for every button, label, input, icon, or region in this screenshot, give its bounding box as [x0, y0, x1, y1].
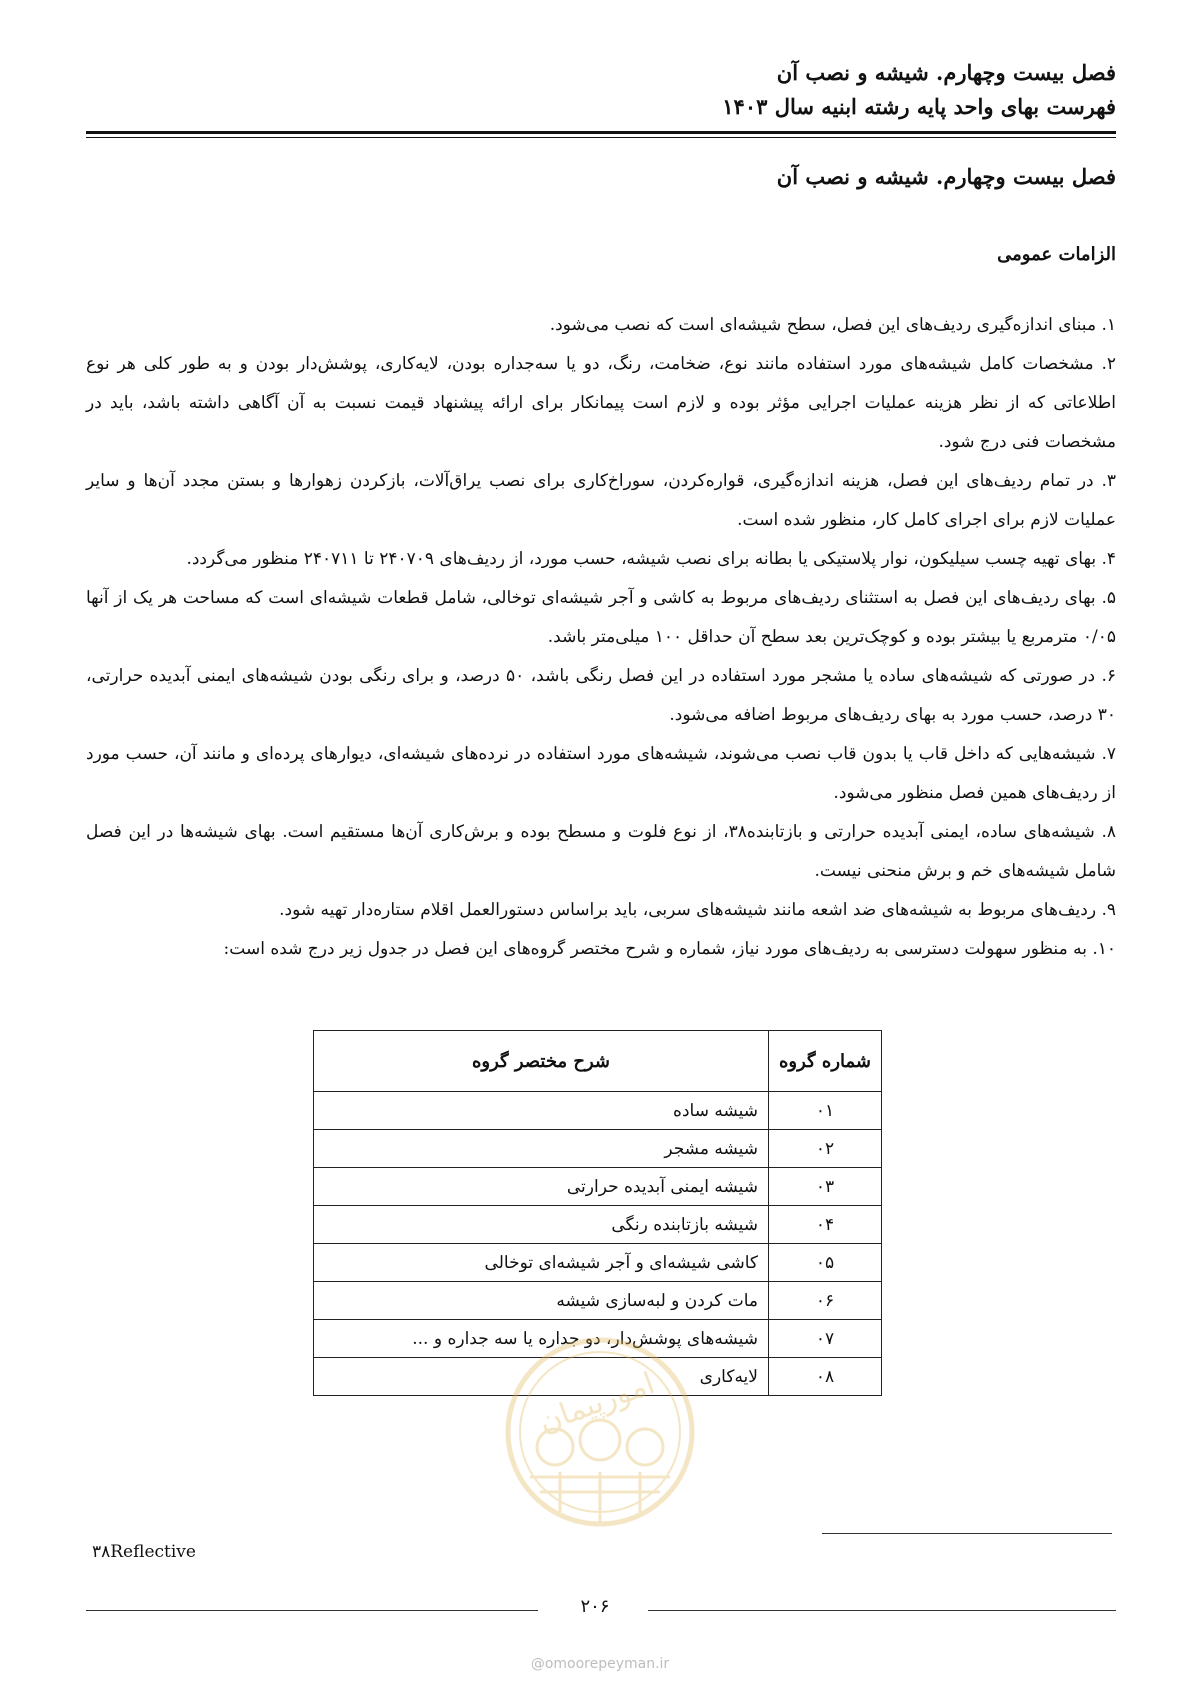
column-header-group-description: شرح مختصر گروه — [314, 1031, 769, 1092]
list-item: ۱. مبنای اندازه‌گیری ردیف‌های این فصل، سطح شیشه‌ای است که نصب می‌شود. — [549, 315, 1116, 335]
list-item: ۲. مشخصات کامل شیشه‌های مورد استفاده مانند نوع، ضخامت، رنگ، دو یا سه‌جداره بودن، لایه‌کاری، پوشش‌دار بودن و به طور کلی هر نوع اطلاعاتی که از نظر هزینه عملیات اجرایی مؤثر بوده و لازم است پیمانکار برای ارائه پیشنهاد قیمت نسبت به آن آگاهی داشته باشد، باید در مشخصات فنی درج شود. — [86, 354, 1116, 452]
group-description-cell: شیشه مشجر — [314, 1130, 769, 1168]
footnote: ۳۸Reflective — [92, 1542, 196, 1562]
table-row — [314, 1244, 882, 1282]
list-item: ۱۰. به منظور سهولت دسترسی به ردیف‌های مورد نیاز، شماره و شرح مختصر گروه‌های این فصل در جدول زیر درج شده است: — [223, 939, 1116, 959]
header-rule-thick — [86, 131, 1116, 134]
header-rule-thin — [86, 137, 1116, 138]
footer-rule — [86, 1610, 538, 1611]
group-number-cell: ۰۷ — [769, 1320, 882, 1358]
group-number-cell: ۰۴ — [769, 1206, 882, 1244]
table-row — [314, 1168, 882, 1206]
svg-text:امورپیمان: امورپیمان — [534, 1366, 660, 1441]
requirements-list — [86, 306, 1116, 969]
group-number-cell: ۰۸ — [769, 1358, 882, 1396]
table-row — [314, 1092, 882, 1130]
list-item: ۹. ردیف‌های مربوط به شیشه‌های ضد اشعه مانند شیشه‌های سربی، باید براساس دستورالعمل اقلام ستاره‌دار تهیه شود. — [279, 900, 1116, 920]
column-header-group-number: شماره گروه — [769, 1031, 882, 1092]
watermark-logo — [500, 1322, 700, 1562]
chapter-title: فصل بیست وچهارم. شیشه و نصب آن — [776, 164, 1116, 189]
list-item: ۶. در صورتی که شیشه‌های ساده یا مشجر مورد استفاده در این فصل رنگی باشد، ۵۰ درصد، و برای رنگی بودن شیشه‌های ایمنی آبدیده حرارتی، ۳۰ درصد، حسب مورد به بهای ردیف‌های مربوط اضافه می‌شود. — [86, 666, 1116, 725]
group-description-cell: شیشه ساده — [314, 1092, 769, 1130]
list-item: ۴. بهای تهیه چسب سیلیکون، نوار پلاستیکی یا بطانه برای نصب شیشه، حسب مورد، از ردیف‌های ۲۴۰۷۰۹ تا ۲۴۰۷۱۱ منظور می‌گردد. — [186, 549, 1116, 569]
group-description-cell: کاشی شیشه‌ای و آجر شیشه‌ای توخالی — [314, 1244, 769, 1282]
list-item: ۸. شیشه‌های ساده، ایمنی آبدیده حرارتی و بازتابنده۳۸، از نوع فلوت و مسطح بوده و برش‌کاری آن‌ها مستقیم است. بهای شیشه‌ها در این فصل شامل شیشه‌های خم و برش منحنی نیست. — [86, 822, 1116, 881]
footnote-separator — [822, 1533, 1112, 1534]
list-item: ۷. شیشه‌هایی که داخل قاب یا بدون قاب نصب می‌شوند، شیشه‌های مورد استفاده در نرده‌های شیشه‌ای، دیوارهای پرده‌ای و مانند آن، حسب مورد از ردیف‌های همین فصل منظور می‌شود. — [86, 744, 1116, 803]
list-item: ۳. در تمام ردیف‌های این فصل، هزینه اندازه‌گیری، قواره‌کردن، سوراخ‌کاری برای نصب یراق‌آلات، بازکردن زهوارها و بستن مجدد آن‌ها و سایر عملیات لازم برای اجرای کامل کار، منظور شده است. — [86, 471, 1116, 530]
group-number-cell: ۰۶ — [769, 1282, 882, 1320]
table-row — [314, 1282, 882, 1320]
table-row — [314, 1130, 882, 1168]
group-description-cell: شیشه‌های پوشش‌دار، دو جداره یا سه جداره و ... — [314, 1320, 769, 1358]
table-row — [314, 1206, 882, 1244]
group-description-cell: شیشه ایمنی آبدیده حرارتی — [314, 1168, 769, 1206]
group-description-cell: لایه‌کاری — [314, 1358, 769, 1396]
group-description-cell: مات کردن و لبه‌سازی شیشه — [314, 1282, 769, 1320]
group-number-cell: ۰۲ — [769, 1130, 882, 1168]
page-number: ۲۰۶ — [580, 1596, 610, 1617]
header-document-title: فهرست بهای واحد پایه رشته ابنیه سال ۱۴۰۳ — [722, 94, 1116, 119]
watermark-url: @omoorepeyman.ir — [530, 1656, 670, 1672]
table-header-row — [314, 1031, 882, 1092]
section-title: الزامات عمومی — [997, 244, 1116, 265]
header-chapter-title: فصل بیست وچهارم. شیشه و نصب آن — [776, 60, 1116, 85]
footer-rule — [648, 1610, 1116, 1611]
group-number-cell: ۰۱ — [769, 1092, 882, 1130]
list-item: ۵. بهای ردیف‌های این فصل به استثنای ردیف‌های مربوط به کاشی و آجر شیشه‌ای توخالی، شامل قطعات شیشه‌ای است که مساحت هر یک از آنها ۰/۰۵ مترمربع یا بیشتر بوده و کوچک‌ترین بعد سطح آن حداقل ۱۰۰ میلی‌متر باشد. — [86, 588, 1116, 647]
group-description-cell: شیشه بازتابنده رنگی — [314, 1206, 769, 1244]
group-number-cell: ۰۳ — [769, 1168, 882, 1206]
group-number-cell: ۰۵ — [769, 1244, 882, 1282]
page-header — [86, 56, 1116, 124]
